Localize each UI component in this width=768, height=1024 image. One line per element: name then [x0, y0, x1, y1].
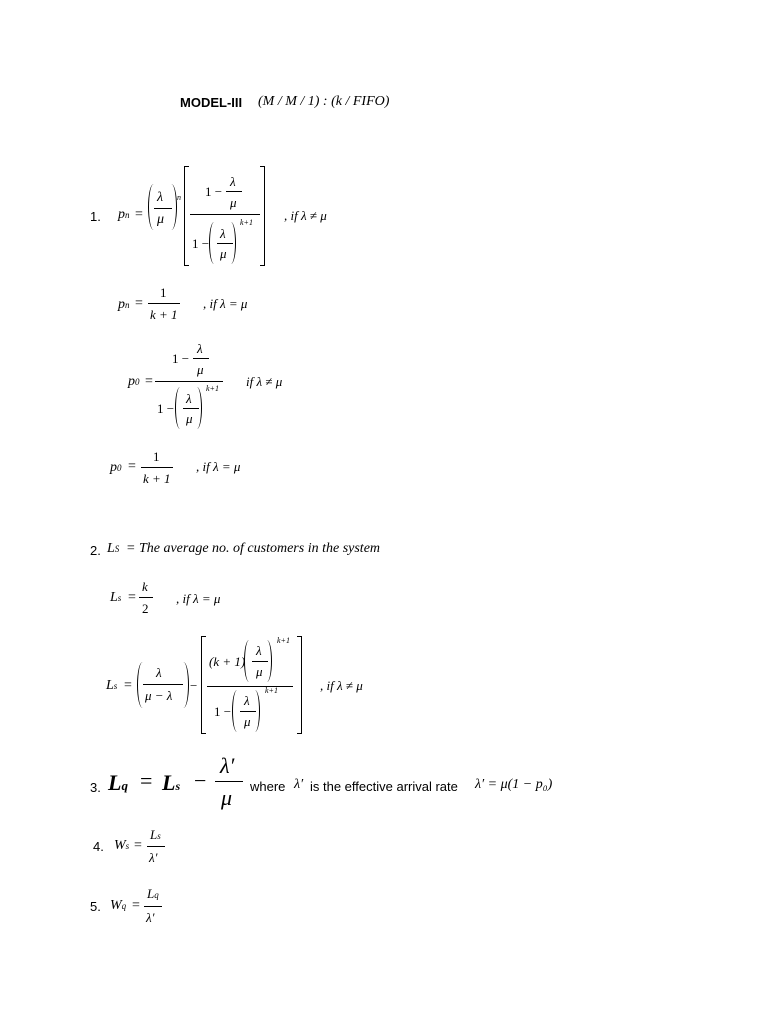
mu: μ: [157, 212, 165, 227]
main-fraction-bar: [155, 381, 223, 382]
numerator-one: 1: [153, 449, 160, 464]
lambda: λ: [157, 190, 164, 205]
equals-sign: =: [140, 768, 153, 793]
ls-description: = The average no. of customers in the system: [126, 541, 381, 556]
where-label: where: [250, 779, 286, 794]
model-title: MODEL-III: [180, 95, 243, 110]
item-number: 4.: [93, 839, 104, 854]
fraction-bar: [139, 597, 153, 598]
denominator-kplus1: k + 1: [150, 307, 178, 322]
lq-symbol: Lq: [108, 770, 128, 795]
lq-symbol: Lq: [147, 886, 159, 901]
lambda: λ: [244, 693, 250, 708]
item-number: 1.: [90, 209, 101, 224]
mu: μ: [230, 195, 237, 210]
ls-symbol: Ls: [162, 770, 181, 795]
lambda-prime: λ′: [294, 777, 304, 792]
main-fraction-bar: [207, 686, 293, 687]
item-number: 5.: [90, 899, 101, 914]
equals-sign: =: [128, 590, 136, 605]
fraction-bar: [215, 781, 243, 782]
mu: μ: [244, 714, 251, 729]
numerator-one: 1: [160, 285, 167, 300]
exponent-k1: k+1: [277, 636, 290, 645]
lambda: λ: [256, 643, 262, 658]
pn-symbol: pn: [118, 207, 130, 222]
numerator-one-minus: 1 −: [172, 351, 190, 366]
minus-sign: −: [194, 768, 207, 793]
denominator-two: 2: [142, 601, 149, 616]
equals-sign: =: [135, 296, 143, 311]
right-paren: [226, 222, 236, 264]
fraction-bar: [144, 906, 162, 907]
left-bracket: [184, 166, 189, 266]
lambda: λ: [186, 391, 192, 406]
numerator-one-minus: 1 −: [205, 184, 223, 199]
right-bracket: [260, 166, 265, 266]
condition: if λ ≠ μ: [246, 374, 283, 389]
fraction-bar: [193, 358, 209, 359]
lambda: λ: [230, 174, 236, 189]
exponent-k1: k+1: [240, 218, 253, 227]
item-number: 3.: [90, 780, 101, 795]
right-paren: [178, 662, 189, 708]
fraction-bar: [141, 467, 173, 468]
denominator-one-minus: 1 −: [214, 704, 232, 719]
lambda-prime: λ′: [220, 753, 235, 778]
p0-symbol: p0: [110, 460, 122, 475]
mu: μ: [221, 785, 233, 810]
fraction-bar: [226, 191, 242, 192]
pn-symbol: pn: [118, 297, 130, 312]
equals-sign: =: [134, 838, 142, 853]
effective-rate-text: is the effective arrival rate: [310, 779, 458, 794]
condition: , if λ = μ: [176, 591, 221, 606]
lambda-prime: λ′: [146, 910, 155, 925]
lambda: λ: [197, 341, 203, 356]
main-fraction-bar: [190, 214, 260, 215]
condition: , if λ = μ: [203, 296, 248, 311]
right-paren: [250, 690, 260, 732]
denominator-one-minus: 1 −: [157, 401, 175, 416]
ls-symbol: Ls: [106, 678, 118, 693]
item-number: 2.: [90, 543, 101, 558]
lambda: λ: [156, 665, 162, 680]
lambda: λ: [220, 226, 226, 241]
lambda-prime: λ′: [149, 850, 158, 865]
equals-sign: =: [145, 374, 153, 389]
ls-symbol: Ls: [150, 827, 161, 842]
equals-sign: =: [124, 678, 132, 693]
denominator-one-minus: 1 −: [192, 236, 210, 251]
ls-symbol: LS: [107, 541, 120, 556]
minus-sign: −: [190, 678, 198, 693]
condition: , if λ ≠ μ: [320, 678, 363, 693]
exponent-k1: k+1: [265, 686, 278, 695]
mu: μ: [197, 362, 204, 377]
right-bracket: [297, 636, 302, 734]
exponent-n: n: [177, 193, 181, 202]
ws-symbol: Ws: [114, 838, 130, 853]
equals-sign: =: [132, 898, 140, 913]
mu: μ: [220, 246, 227, 261]
mu: μ: [256, 664, 263, 679]
equals-sign: =: [128, 459, 136, 474]
condition: , if λ ≠ μ: [284, 208, 327, 223]
ls-symbol: Ls: [110, 590, 122, 605]
right-paren: [262, 640, 272, 682]
denominator-kplus1: k + 1: [143, 471, 171, 486]
mu: μ: [186, 411, 193, 426]
wq-symbol: Wq: [110, 898, 127, 913]
mu-minus-lambda: μ − λ: [145, 688, 173, 703]
right-paren: [166, 184, 177, 230]
fraction-bar: [143, 684, 183, 685]
right-paren: [192, 387, 202, 429]
exponent-k1: k+1: [206, 384, 219, 393]
fraction-bar: [147, 846, 165, 847]
p0-symbol: p0: [128, 374, 140, 389]
numerator-k: k: [142, 579, 148, 594]
condition: , if λ = μ: [196, 459, 241, 474]
effective-rate-formula: λ′ = μ(1 − p₀): [475, 777, 553, 792]
kplus1-factor: (k + 1): [209, 654, 246, 669]
left-bracket: [201, 636, 206, 734]
equals-sign: =: [135, 207, 143, 222]
model-notation: (M / M / 1) : (k / FIFO): [258, 94, 390, 109]
fraction-bar: [148, 303, 180, 304]
